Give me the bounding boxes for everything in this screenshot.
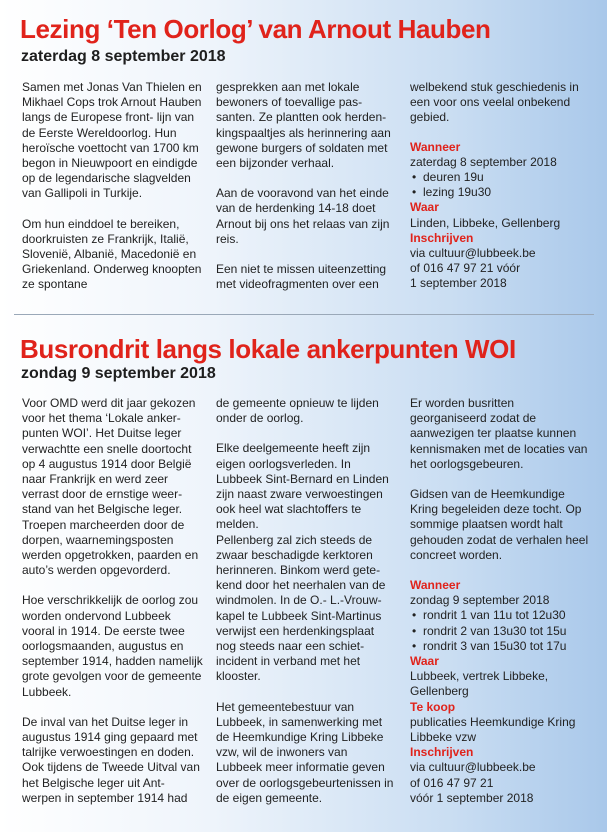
article-column-3 xyxy=(410,80,590,292)
paragraph: De inval van het Duitse leger in augustus 1914 ging gepaard met talrijke verwoestingen en doden. Ook tijdens de Tweede Uitval van het Belgische leger uit Ant- werpen in september 1914 had xyxy=(22,714,200,805)
inschrijven-label: Inschrijven xyxy=(410,230,474,245)
inschrijven-phone: of 016 47 97 21 vóór xyxy=(410,261,521,276)
waar-label: Waar xyxy=(410,200,439,215)
paragraph: Er worden busritten georganiseerd zodat de aanwezigen ter plaatse kunnen kennismaken met de locaties van het oorlogsgebeuren. xyxy=(410,396,588,471)
paragraph: Samen met Jonas Van Thielen en Mikhael Cops trok Arnout Hauben langs de Europese front- lijn van de Eerste Wereldoorlog. Hun heroïsche voettocht van 1700 km begon in Nieuwpoort en eindigde op de legendarische slagvelden van Gallipoli in Turkije. xyxy=(22,80,202,201)
list-item: • rondrit 3 van 15u30 tot 17u xyxy=(410,639,590,654)
paragraph: Elke deelgemeente heeft zijn eigen oorlogsverleden. In Lubbeek Sint-Bernard en Linden zijn naast zware verwoestingen ook heel wat slachtoffers te melden. xyxy=(216,441,389,532)
paragraph: Aan de vooravond van het einde van de herdenking 14-18 doet Arnout bij ons het relaas van zijn reis. xyxy=(216,186,390,246)
inschrijven-phone: of 016 47 97 21 xyxy=(410,775,494,790)
wanneer-label: Wanneer xyxy=(410,139,461,154)
article-title: Lezing ‘Ten Oorlog’ van Arnout Hauben xyxy=(20,14,491,44)
paragraph: Voor OMD werd dit jaar gekozen voor het thema ‘Lokale anker- punten WOI’. Het Duitse leger verwachtte een snelle doortocht op 4 augustus 1914 door België naar Frankrijk en werd zeer verrast door de ernstige weer- stand van het Belgische leger. Troepen marcheerden door de dorpen, waarnemingsposten werden opgetrokken, paarden en auto’s werden opgevorderd. xyxy=(22,396,199,578)
article-lezing xyxy=(0,0,607,316)
paragraph: Een niet te missen uiteenzetting met videofragmenten over een xyxy=(216,262,387,292)
list-item: • deuren 19u xyxy=(410,170,590,185)
waar-value: Gellenberg xyxy=(410,684,469,699)
tekoop-label: Te koop xyxy=(410,699,456,714)
article-title: Busrondrit langs lokale ankerpunten WOI xyxy=(20,334,516,364)
article-date: zaterdag 8 september 2018 xyxy=(21,48,226,65)
paragraph: welbekend stuk geschiedenis in een voor ons veelal onbekend gebied. xyxy=(410,80,579,125)
wanneer-list xyxy=(410,170,590,200)
article-date: zondag 9 september 2018 xyxy=(21,365,216,382)
article-column-2 xyxy=(216,396,396,821)
paragraph: Hoe verschrikkelijk de oorlog zou worden ondervond Lubbeek vooral in 1914. De eerste twee oorlogsmaanden, augustus en september 1914, hadden namelijk grote gevolgen voor de gemeente Lubbeek. xyxy=(22,593,203,699)
paragraph: Pellenberg zal zich steeds de zwaar beschadigde kerktoren herinneren. Binkom werd gete- kend door het neerhalen van de windmolen. In de O.- L.-Vrouw- kapel te Lubbeek Sint-Martinus verwijst een herdenkingsplaat nog steeds naar een schiet- incident in verband met het klooster. xyxy=(216,532,386,684)
inschrijven-email[interactable]: via cultuur@lubbeek.be xyxy=(410,246,536,261)
paragraph: de gemeente opnieuw te lijden onder de oorlog. xyxy=(216,396,379,426)
waar-value: Linden, Libbeke, Gellenberg xyxy=(410,215,561,230)
wanneer-value: zaterdag 8 september 2018 xyxy=(410,154,557,169)
wanneer-list xyxy=(410,608,590,654)
paragraph: Gidsen van de Heemkundige Kring begeleiden deze tocht. Op sommige plaatsen wordt halt gehouden zodat de verhalen heel concreet worden. xyxy=(410,487,589,562)
list-item: • rondrit 1 van 11u tot 12u30 xyxy=(410,608,590,623)
wanneer-label: Wanneer xyxy=(410,578,461,593)
article-busrondrit xyxy=(0,316,607,832)
inschrijven-email[interactable]: via cultuur@lubbeek.be xyxy=(410,760,536,775)
article-column-1 xyxy=(22,396,204,821)
section-divider xyxy=(14,314,594,315)
paragraph: Om hun einddoel te bereiken, doorkruisten ze Frankrijk, Italië, Slovenië, Albanië, Macedonië en Griekenland. Onderweg knoopten ze spontane xyxy=(22,216,202,292)
tekoop-value: publicaties Heemkundige Kring xyxy=(410,714,576,729)
list-item: • rondrit 2 van 13u30 tot 15u xyxy=(410,624,590,639)
inschrijven-deadline: 1 september 2018 xyxy=(410,276,507,291)
waar-value: Lubbeek, vertrek Libbeke, xyxy=(410,669,549,684)
article-column-1 xyxy=(22,80,204,308)
waar-label: Waar xyxy=(410,654,439,669)
wanneer-value: zondag 9 september 2018 xyxy=(410,593,550,608)
list-item: • lezing 19u30 xyxy=(410,185,590,200)
article-column-3 xyxy=(410,396,590,806)
inschrijven-deadline: vóór 1 september 2018 xyxy=(410,790,534,805)
article-column-2 xyxy=(216,80,396,307)
inschrijven-label: Inschrijven xyxy=(410,745,474,760)
paragraph: gesprekken aan met lokale bewoners of toevallige pas- santen. Ze plantten ook herden- kingspaaltjes als herinnering aan gewone burgers of soldaten met een bijzonder verhaal. xyxy=(216,80,391,171)
tekoop-value: Libbeke vzw xyxy=(410,730,477,745)
paragraph: Het gemeentebestuur van Lubbeek, in samenwerking met de Heemkundige Kring Libbeke vzw, wil de inwoners van Lubbeek meer informatie geven over de oorlogsgebeurtenissen in de eigen gemeente. xyxy=(216,699,394,805)
